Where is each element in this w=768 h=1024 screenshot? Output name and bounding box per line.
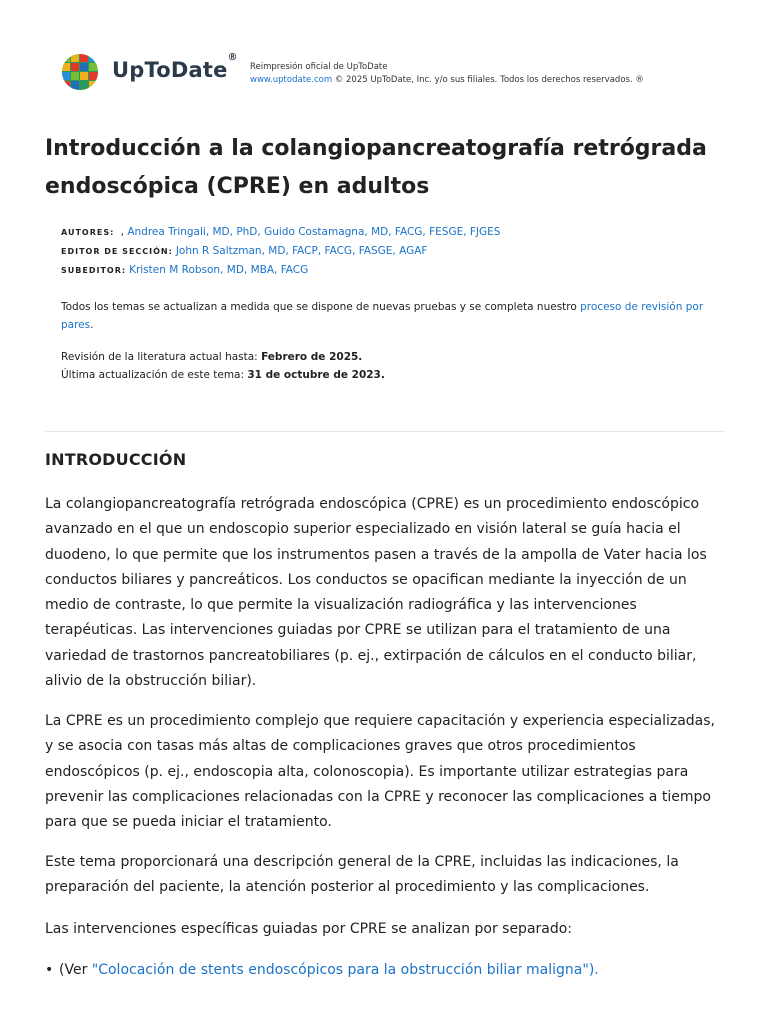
authors-row bbox=[61, 223, 500, 242]
notice-end: . bbox=[90, 319, 94, 331]
last-updated-date: 31 de octubre de 2023. bbox=[247, 369, 385, 381]
section-editor-row bbox=[61, 242, 500, 261]
uptodate-website-link[interactable]: www.uptodate.com bbox=[250, 75, 333, 85]
deputy-editor-link[interactable]: Kristen M Robson, MD, MBA, FACG bbox=[129, 264, 309, 276]
copyright-text: © 2025 UpToDate, Inc. y/o sus filiales. Todos los derechos reservados. ® bbox=[332, 75, 644, 85]
title-line-2: endoscópica (CPRE) en adultos bbox=[45, 174, 430, 199]
authors-prefix: , bbox=[117, 226, 128, 238]
last-updated-label: Última actualización de este tema: bbox=[61, 369, 248, 381]
section-heading: INTRODUCCIÓN bbox=[45, 450, 187, 469]
brand-name: UpToDate bbox=[112, 58, 228, 82]
intro-paragraph-3: Este tema proporcionará una descripción general de la CPRE, incluidas las indicaciones, la preparación del paciente, la atención posterior al procedimiento y las complicaciones. bbox=[45, 854, 679, 896]
section-editor-label: EDITOR DE SECCIÓN: bbox=[61, 247, 173, 256]
article-title bbox=[45, 130, 725, 206]
intro-paragraph-1: La colangiopancreatografía retrógrada endoscópica (CPRE) es un procedimiento endoscópico avanzado en el que un endoscopio superior especializado en visión lateral se guía hacia el duodeno, lo que permite que los instrumentos pasen a través de la ampolla de Vater hacia los conductos biliares y pancreáticos. Los conductos se opacifican mediante la inyección de un medio de contraste, lo que permite la visualización radiográfica y las intervenciones terapéuticas. Las intervenciones guiadas por CPRE se utilizan para el tratamiento de una variedad de trastornos pancreatobiliares (p. ej., extirpación de cálculos en el conducto biliar, alivio de la obstrucción biliar). bbox=[45, 496, 707, 690]
literature-review-row bbox=[61, 348, 385, 366]
reprint-line-1: Reimpresión oficial de UpToDate bbox=[250, 62, 388, 72]
brand-logo-text[interactable] bbox=[112, 52, 238, 82]
section-editor-link[interactable]: John R Saltzman, MD, FACP, FACG, FASGE, AGAF bbox=[175, 245, 428, 257]
update-notice bbox=[61, 298, 721, 334]
section-divider bbox=[45, 431, 725, 432]
article-credits bbox=[61, 223, 500, 280]
bullet-prefix: (Ver bbox=[59, 962, 92, 978]
review-dates bbox=[61, 348, 385, 384]
authors-label: AUTORES: bbox=[61, 228, 115, 237]
bullet-dot-icon: • bbox=[45, 962, 54, 978]
literature-review-label: Revisión de la literatura actual hasta: bbox=[61, 351, 262, 363]
registered-mark: ® bbox=[227, 52, 238, 63]
last-updated-row bbox=[61, 366, 385, 384]
intro-paragraph-4: Las intervenciones específicas guiadas por CPRE se analizan por separado: bbox=[45, 921, 573, 937]
page-header bbox=[60, 52, 740, 96]
uptodate-globe-icon[interactable] bbox=[60, 52, 100, 92]
deputy-editor-label: SUBEDITOR: bbox=[61, 266, 127, 275]
reprint-notice bbox=[250, 61, 644, 87]
authors-link[interactable]: Andrea Tringali, MD, PhD, Guido Costamagna, MD, FACG, FESGE, FJGES bbox=[127, 226, 501, 238]
notice-text: Todos los temas se actualizan a medida que se dispone de nuevas pruebas y se completa nuestro bbox=[61, 301, 581, 313]
literature-review-date: Febrero de 2025. bbox=[261, 351, 363, 363]
deputy-editor-row bbox=[61, 261, 500, 280]
intro-paragraph-2: La CPRE es un procedimiento complejo que requiere capacitación y experiencia especializadas, y se asocia con tasas más altas de complicaciones graves que otros procedimientos endoscópicos (p. ej., endoscopia alta, colonoscopia). Es importante utilizar estrategias para prevenir las complicaciones relacionadas con la CPRE y reconocer las complicaciones a tiempo para que se pueda iniciar el tratamiento. bbox=[45, 713, 715, 831]
reprint-line-2 bbox=[250, 74, 644, 87]
stent-topic-link[interactable]: "Colocación de stents endoscópicos para la obstrucción biliar maligna"). bbox=[91, 962, 599, 978]
list-item bbox=[45, 958, 725, 983]
peer-review-process-link[interactable]: proceso de revisión por pares bbox=[61, 301, 704, 331]
title-line-1: Introducción a la colangiopancreatografía retrógrada bbox=[45, 136, 707, 161]
